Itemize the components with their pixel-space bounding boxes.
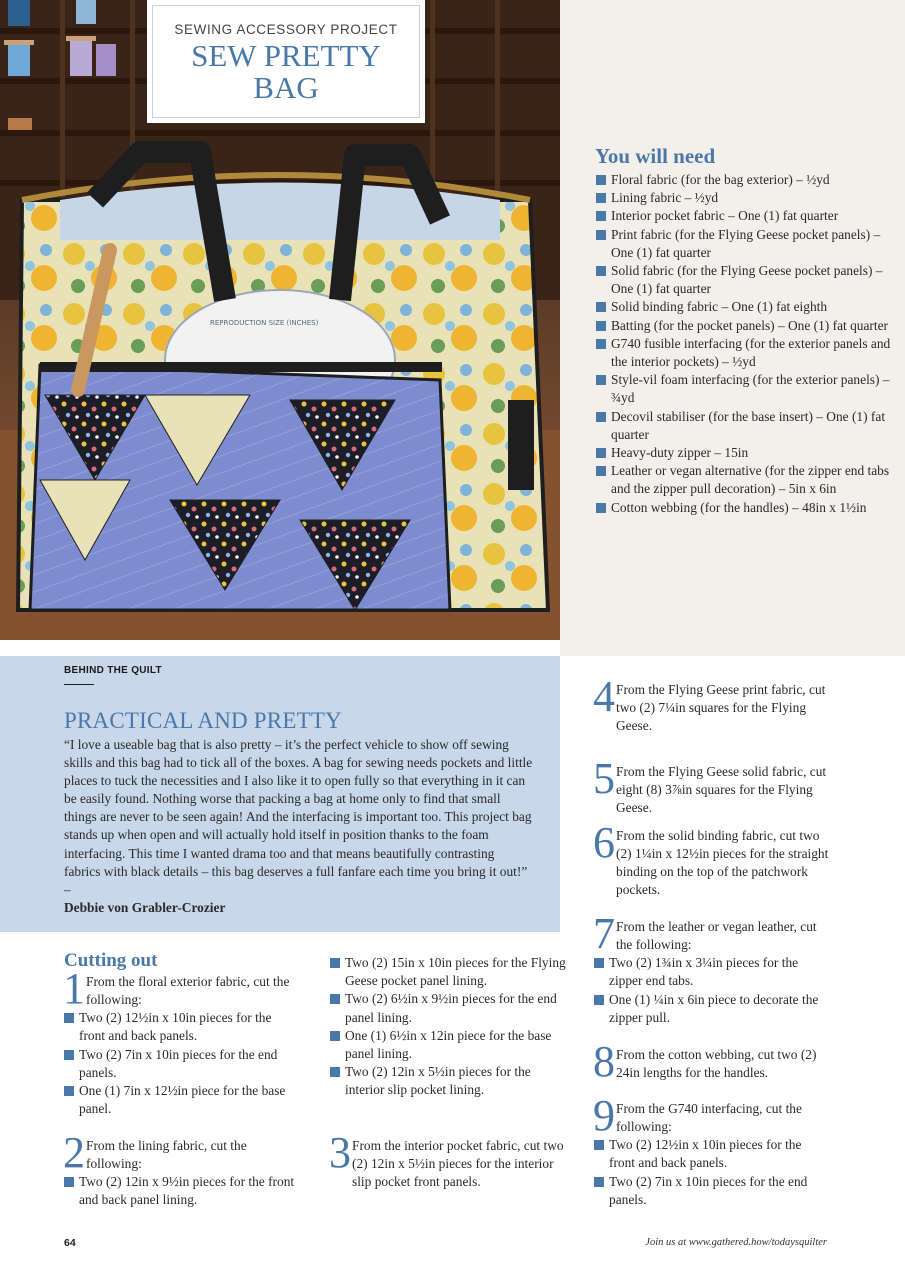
material-item: Solid binding fabric – One (1) fat eighth — [596, 298, 896, 316]
step-number: 6 — [593, 818, 615, 867]
you-will-need-panel — [560, 0, 905, 656]
designer-quote — [64, 736, 534, 917]
step-2-continued — [330, 954, 566, 1100]
footer-url: Join us at www.gathered.how/todaysquilter — [645, 1237, 827, 1248]
page-number: 64 — [64, 1237, 76, 1249]
step-number: 9 — [593, 1091, 615, 1140]
step-text: From the Flying Geese solid fabric, cut eight (8) 3⅞in squares for the Flying Geese. — [616, 764, 827, 816]
step-text: From the floral exterior fabric, cut the following: — [86, 974, 290, 1008]
cut-item: One (1) ¼in x 6in piece to decorate the zipper pull. — [594, 991, 830, 1027]
cut-item: Two (2) 12½in x 10in pieces for the front and back panels. — [64, 1009, 299, 1045]
step-text: From the leather or vegan leather, cut the following: — [616, 919, 817, 953]
page-title — [149, 40, 423, 104]
quote-text: “I love a useable bag that is also pretty – it’s the perfect vehicle to show off sewing skills and this bag had to tick all of the boxes. A bag for sewing needs pockets and little places to tuck the necessities and I also like it to open fully so that everything in it can be easily found. Nothing worse that packing a bag at home only to find that small things are never to be seen again! And the interfacing is important too. This project bag stands up when open and will actually hold itself in position thanks to the foam interfacing. This time I wanted drama too and that means beautifully contrasting fabrics with black details – this bag deserves a full fanfare each time you bring it out!” – — [64, 737, 533, 897]
step-9 — [593, 1091, 830, 1209]
step-2 — [63, 1128, 299, 1210]
cut-item: One (1) 6½in x 12in piece for the base panel lining. — [330, 1027, 566, 1063]
title-line-2: BAG — [253, 70, 319, 105]
step-text: From the interior pocket fabric, cut two (2) 12in x 5½in pieces for the interior slip pocket front panels. — [352, 1138, 564, 1190]
material-item: Decovil stabiliser (for the base insert) – One (1) fat quarter — [596, 408, 896, 444]
step-4 — [593, 672, 830, 735]
title-kicker: SEWING ACCESSORY PROJECT — [174, 22, 398, 37]
you-will-need-heading: You will need — [595, 144, 716, 168]
step-text: From the Flying Geese print fabric, cut two (2) 7¼in squares for the Flying Geese. — [616, 682, 826, 734]
material-item: Floral fabric (for the bag exterior) – ½yd — [596, 171, 896, 189]
title-box — [147, 0, 425, 123]
ruler-label: REPRODUCTION SIZE (INCHES) — [210, 319, 319, 327]
material-item: Heavy-duty zipper – 15in — [596, 444, 896, 462]
material-item: Solid fabric (for the Flying Geese pocket panels) – One (1) fat quarter — [596, 262, 896, 298]
material-item: G740 fusible interfacing (for the exterior panels and the interior pockets) – ½yd — [596, 335, 896, 371]
step-number: 3 — [329, 1128, 351, 1177]
cut-item: Two (2) 1¾in x 3¼in pieces for the zipper end tabs. — [594, 954, 830, 990]
behind-heading: PRACTICAL AND PRETTY — [64, 708, 342, 733]
cut-item: Two (2) 12in x 5½in pieces for the interior slip pocket lining. — [330, 1063, 566, 1099]
step-number: 8 — [593, 1037, 615, 1086]
material-item: Leather or vegan alternative (for the zipper end tabs and the zipper pull decoration) – 5in x 6in — [596, 462, 896, 498]
step-1 — [63, 964, 299, 1118]
step-5 — [593, 754, 830, 817]
step-number: 7 — [593, 909, 615, 958]
material-item: Print fabric (for the Flying Geese pocket panels) – One (1) fat quarter — [596, 226, 896, 262]
step-8 — [593, 1037, 830, 1086]
step-text: From the G740 interfacing, cut the following: — [616, 1101, 802, 1135]
step-number: 1 — [63, 964, 85, 1013]
materials-list — [596, 171, 896, 517]
material-item: Interior pocket fabric – One (1) fat quarter — [596, 207, 896, 225]
step-text: From the cotton webbing, cut two (2) 24in lengths for the handles. — [616, 1047, 817, 1081]
step-number: 4 — [593, 672, 615, 721]
step-3 — [329, 1128, 566, 1191]
cut-item: Two (2) 6½in x 9½in pieces for the end panel lining. — [330, 990, 566, 1026]
cutting-out-heading: Cutting out — [64, 950, 158, 971]
quote-author: Debbie von Grabler-Crozier — [64, 899, 226, 915]
kicker-rule — [64, 684, 94, 685]
material-item: Cotton webbing (for the handles) – 48in x 1½in — [596, 499, 896, 517]
cut-item: Two (2) 12½in x 10in pieces for the front and back panels. — [594, 1136, 830, 1172]
title-line-1: SEW PRETTY — [191, 38, 381, 73]
material-item: Style-vil foam interfacing (for the exterior panels) – ¾yd — [596, 371, 896, 407]
cut-item: Two (2) 7in x 10in pieces for the end panels. — [64, 1046, 299, 1082]
step-7 — [593, 909, 830, 1027]
cut-item: One (1) 7in x 12½in piece for the base panel. — [64, 1082, 299, 1118]
behind-kicker: BEHIND THE QUILT — [64, 665, 162, 676]
behind-the-quilt-panel — [0, 656, 560, 932]
step-text: From the solid binding fabric, cut two (2) 1¼in x 12½in pieces for the straight binding on the top of the patchwork pockets. — [616, 828, 829, 898]
cut-item: Two (2) 12in x 9½in pieces for the front and back panel lining. — [64, 1173, 299, 1209]
step-number: 5 — [593, 754, 615, 803]
cut-item: Two (2) 7in x 10in pieces for the end panels. — [594, 1173, 830, 1209]
cut-item: Two (2) 15in x 10in pieces for the Flying Geese pocket panel lining. — [330, 954, 566, 990]
step-6 — [593, 818, 830, 899]
step-number: 2 — [63, 1128, 85, 1177]
material-item: Lining fabric – ½yd — [596, 189, 896, 207]
material-item: Batting (for the pocket panels) – One (1) fat quarter — [596, 317, 896, 335]
step-text: From the lining fabric, cut the following: — [86, 1138, 247, 1172]
